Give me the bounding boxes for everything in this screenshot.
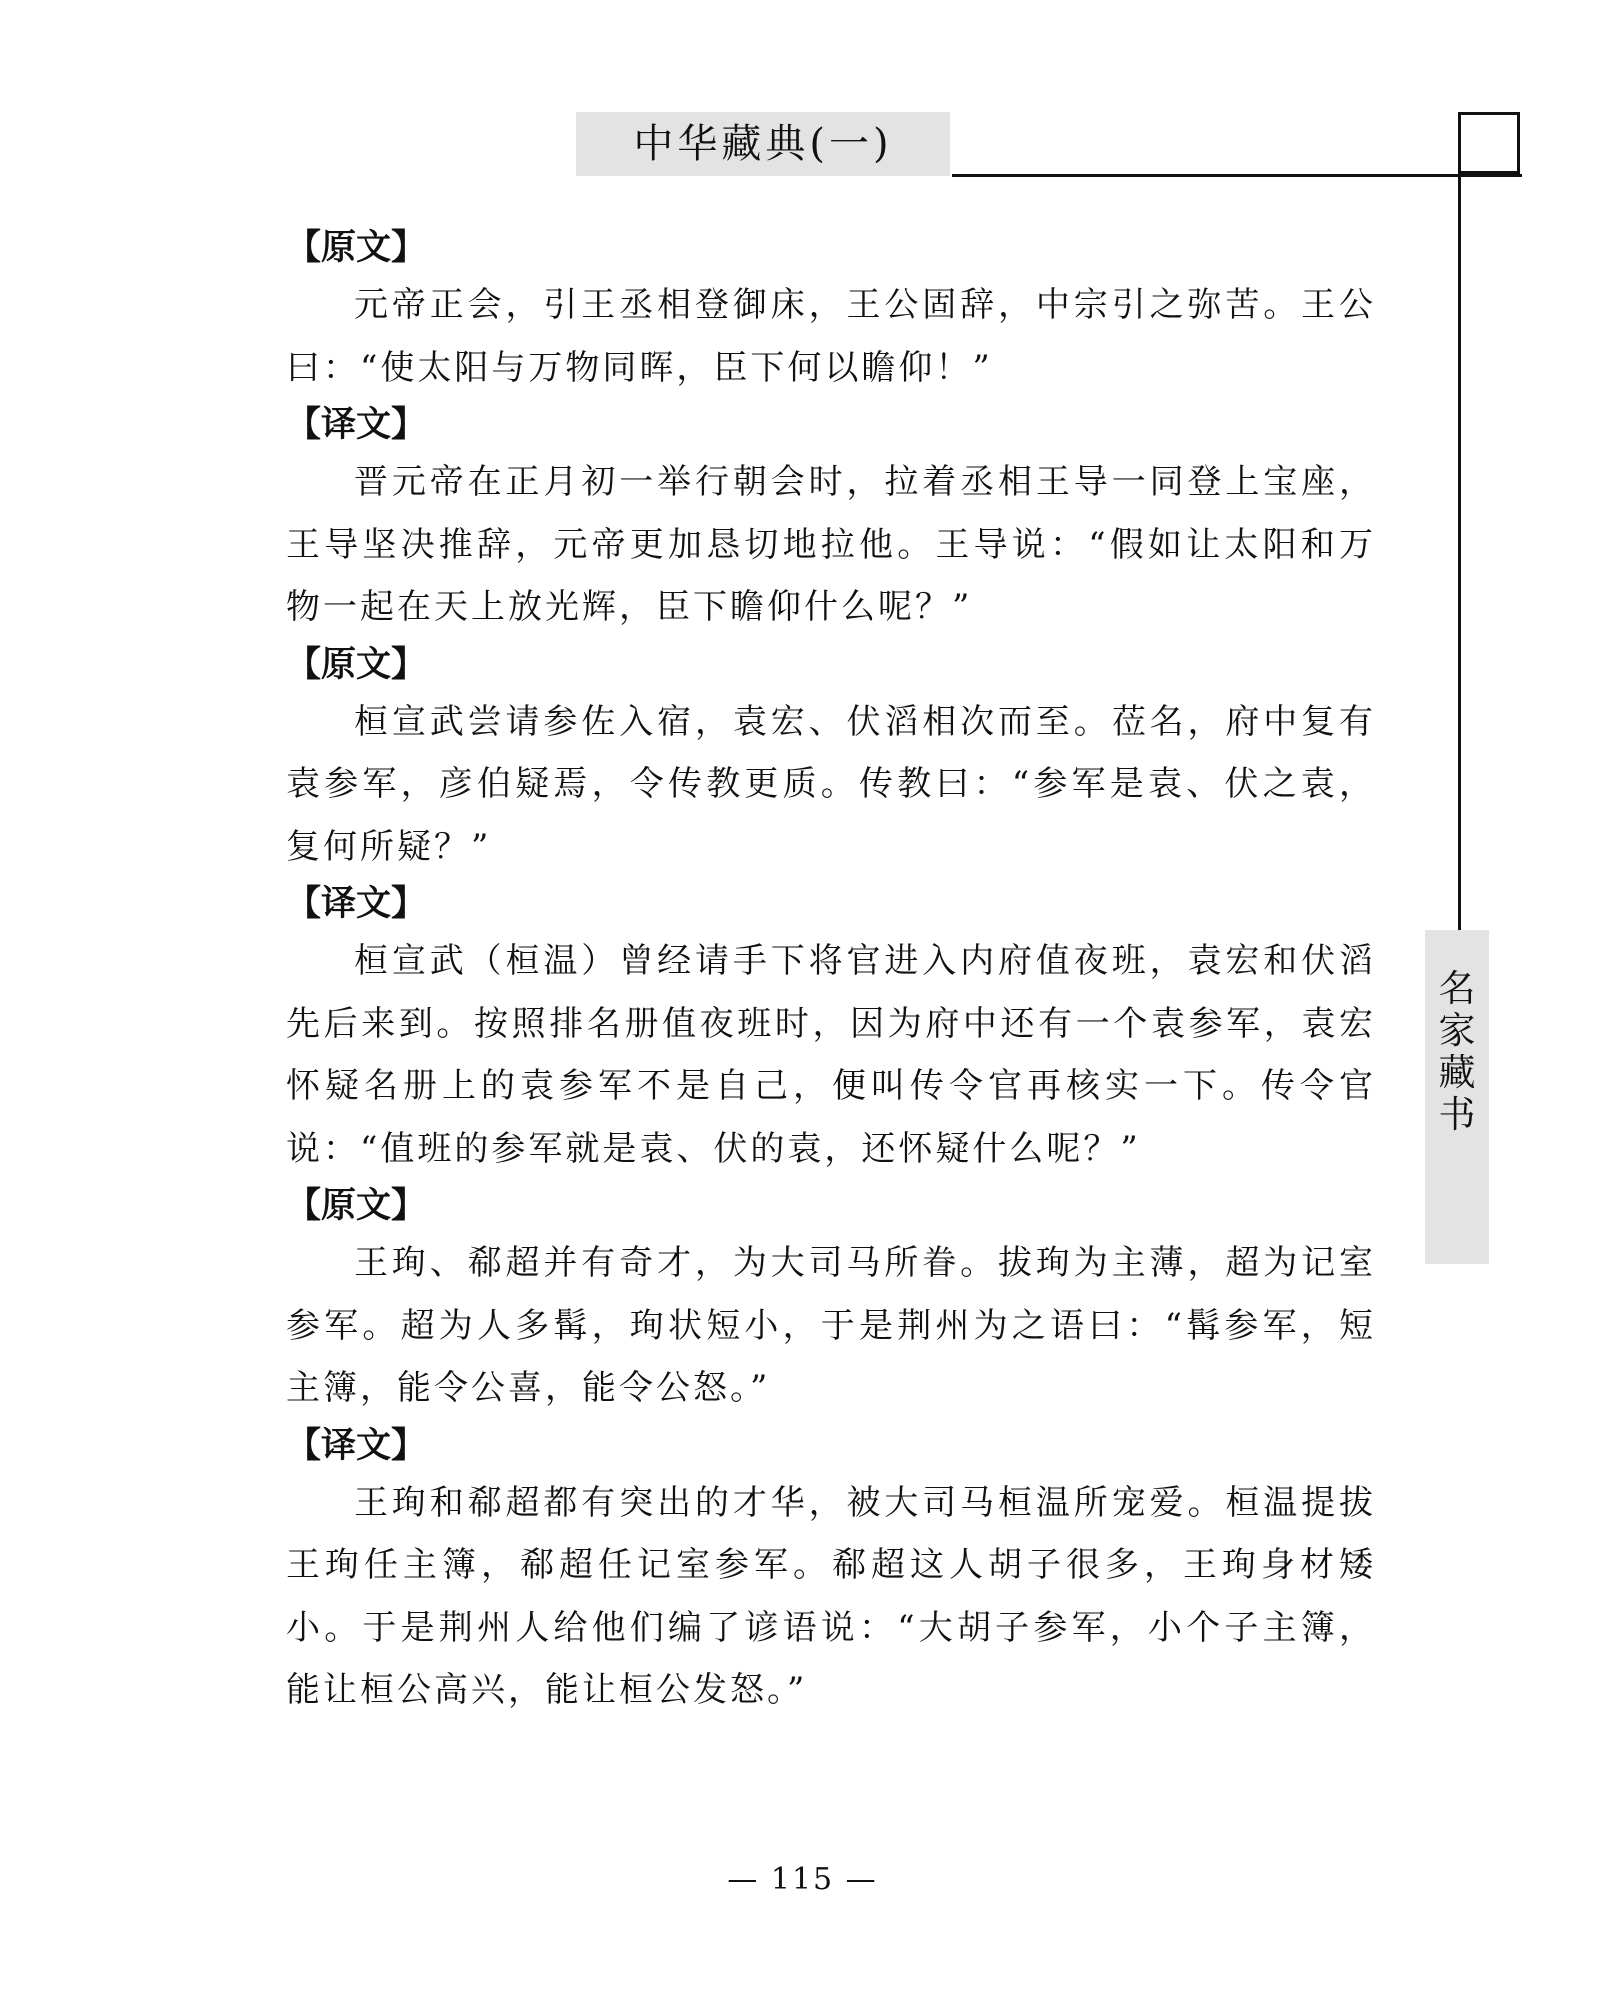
section-text: 王珣和郗超都有突出的才华，被大司马桓温所宠爱。桓温提拔王珣任主簿，郗超任记室参军。郗超这人胡子很多，王珣身材矮小。于是荆州人给他们编了谚语说：“大胡子参军，小个子主簿，能让桓公高兴，能让桓公发怒。”	[286, 1482, 1376, 1710]
section-text: 王珣、郗超并有奇才，为大司马所眷。拔珣为主薄，超为记室参军。超为人多髯，珣状短小，于是荆州为之语曰：“髯参军，短主簿，能令公喜，能令公怒。”	[286, 1243, 1376, 1408]
section-label: 【译文】	[286, 884, 427, 924]
section-text: 元帝正会，引王丞相登御床，王公固辞，中宗引之弥苦。王公曰：“使太阳与万物同晖，臣下何以瞻仰！”	[286, 285, 1376, 388]
side-tab	[1425, 930, 1489, 1264]
section-label: 【原文】	[286, 1186, 427, 1226]
section-yuanwen-2	[286, 639, 1376, 879]
section-yiwen-2	[286, 878, 1376, 1180]
section-label: 【译文】	[286, 1425, 427, 1466]
header-rule	[952, 174, 1522, 177]
corner-box-ornament	[1458, 112, 1520, 174]
section-yiwen-1	[286, 399, 1376, 639]
side-tab-label: 名 家 藏 书	[1438, 967, 1476, 1136]
section-yuanwen-3	[286, 1180, 1376, 1420]
page-number: — 115 —	[727, 1862, 878, 1897]
vertical-rule	[1458, 112, 1461, 930]
section-label: 【原文】	[286, 228, 427, 268]
section-yiwen-3	[286, 1420, 1376, 1722]
section-text: 桓宣武尝请参佐入宿，袁宏、伏滔相次而至。莅名，府中复有袁参军，彦伯疑焉，令传教更质。传教曰：“参军是袁、伏之袁，复何所疑？”	[286, 701, 1376, 867]
section-label: 【译文】	[286, 405, 427, 445]
book-title: 中华藏典(一)	[576, 112, 950, 176]
section-label: 【原文】	[286, 644, 427, 685]
section-yuanwen-1	[286, 222, 1376, 399]
section-text: 晋元帝在正月初一举行朝会时，拉着丞相王导一同登上宝座，王导坚决推辞，元帝更加恳切地拉他。王导说：“假如让太阳和万物一起在天上放光辉，臣下瞻仰什么呢？”	[286, 462, 1376, 627]
section-text: 桓宣武（桓温）曾经请手下将官进入内府值夜班，袁宏和伏滔先后来到。按照排名册值夜班时，因为府中还有一个袁参军，袁宏怀疑名册上的袁参军不是自己，便叫传令官再核实一下。传令官说：“值班的参军就是袁、伏的袁，还怀疑什么呢？”	[286, 941, 1376, 1169]
page-body	[286, 222, 1376, 1722]
